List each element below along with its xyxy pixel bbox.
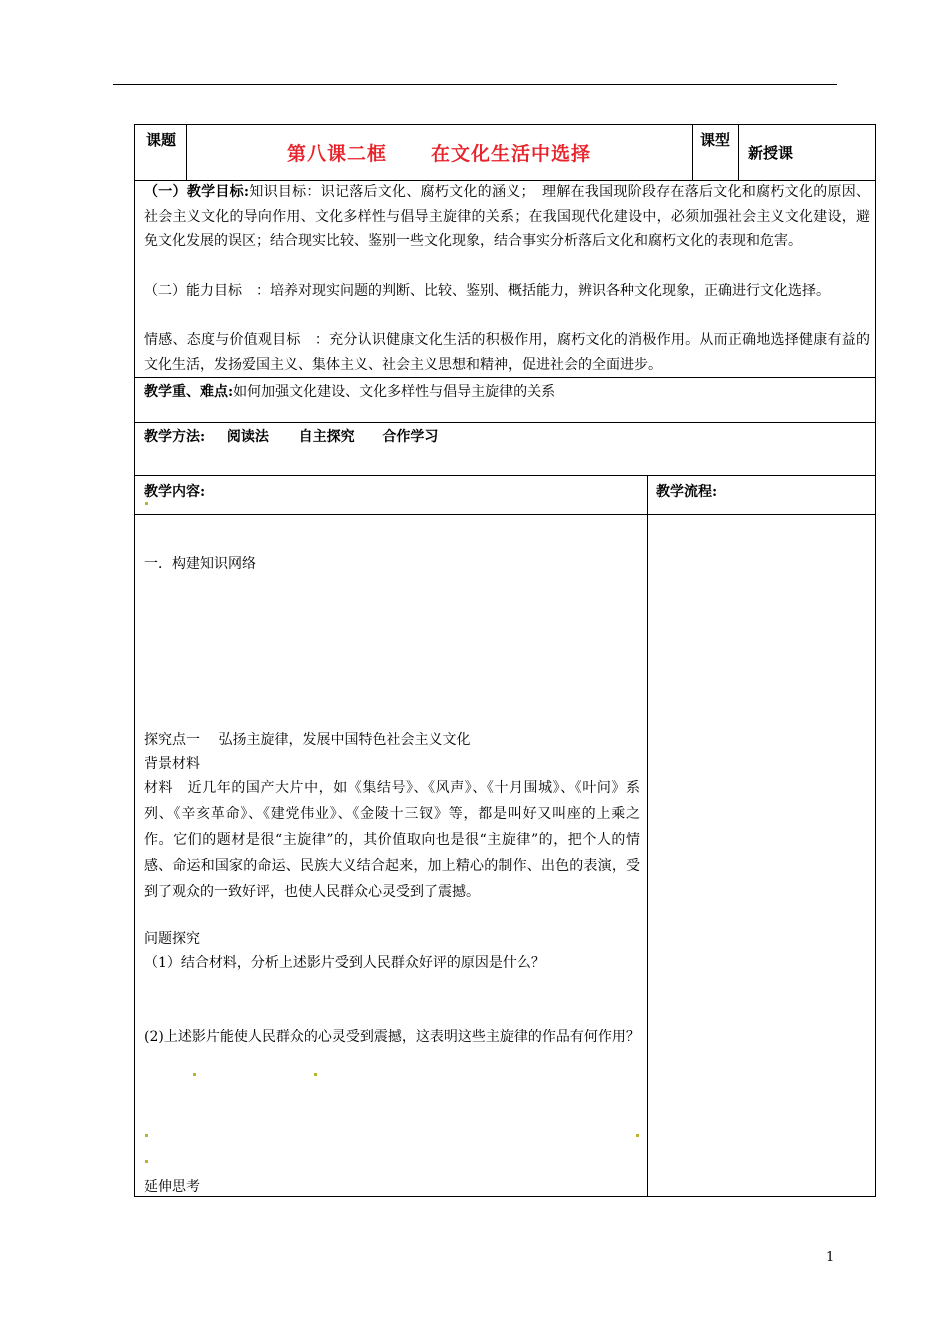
scan-speck — [145, 1160, 148, 1163]
objectives-emotion: 情感、态度与价值观目标 ：充分认识健康文化生活的积极作用，腐朽文化的消极作用。从而正确地选择健康有益的文化生活，发扬爱国主义、集体主义、社会主义思想和精神，促进社会的全面进步。 — [144, 332, 870, 373]
key-points-text: 如何加强文化建设、文化多样性与倡导主旋律的关系 — [233, 384, 556, 400]
question-2: (2)上述影片能使人民群众的心灵受到震撼，这表明这些主旋律的作品有何作用？ — [144, 1029, 640, 1045]
flow-heading: 教学流程: — [656, 484, 718, 500]
scan-speck — [193, 1073, 196, 1076]
method-item: 合作学习 — [382, 429, 439, 445]
page-number: 1 — [826, 1250, 835, 1265]
background-heading: 背景材料 — [144, 756, 200, 772]
methods-heading: 教学方法: — [144, 429, 206, 445]
method-item: 自主探究 — [298, 429, 355, 445]
lesson-title — [186, 124, 692, 180]
row-divider — [134, 514, 876, 515]
lesson-label: 课题 — [145, 131, 176, 149]
section-knowledge-network: 一．构建知识网络 — [144, 556, 256, 572]
lesson-title-part1: 第八课二框 — [286, 142, 387, 165]
inquiry-topic: 探究点一 弘扬主旋律，发展中国特色社会主义文化 — [144, 732, 471, 748]
question-heading: 问题探究 — [144, 931, 200, 947]
objectives-heading: （一）教学目标: — [144, 184, 250, 200]
scan-speck — [145, 1134, 148, 1137]
scan-speck — [145, 502, 148, 505]
content-heading: 教学内容: — [144, 484, 206, 500]
objectives-block — [144, 180, 870, 254]
objectives-ability: （二）能力目标 ：培养对现实问题的判断、比较、鉴别、概括能力，辨识各种文化现象，正确进行文化选择。 — [144, 283, 830, 299]
teaching-methods — [144, 426, 438, 446]
material-text: 材料 近几年的国产大片中，如《集结号》、《风声》、《十月围城》、《叶问》系列、《辛亥革命》、《建党伟业》、《金陵十三钗》等，都是叫好又叫座的上乘之作。它们的题材是很“主旋律”的，其价值取向也是很“主旋律”的，把个人的情感、命运和国家的命运、民族大义结合起来，加上精心的制作、出色的表演，受到了观众的一致好评，也使人民群众心灵受到了震撼。 — [144, 780, 640, 900]
scan-speck — [636, 1134, 639, 1137]
extension-heading: 延伸思考 — [144, 1179, 200, 1195]
key-points-heading: 教学重、难点: — [144, 384, 234, 400]
col-divider — [647, 475, 648, 1197]
key-points — [144, 381, 555, 401]
row-divider — [134, 422, 876, 423]
type-value: 新授课 — [748, 144, 794, 162]
scan-speck — [314, 1073, 317, 1076]
method-item: 阅读法 — [226, 429, 269, 445]
type-label: 课型 — [699, 131, 730, 149]
lesson-title-part2: 在文化生活中选择 — [431, 142, 592, 165]
question-1: （1）结合材料，分析上述影片受到人民群众好评的原因是什么？ — [144, 955, 545, 971]
row-divider — [134, 475, 876, 476]
objectives-knowledge: 知识目标：识记落后文化、腐朽文化的涵义； 理解在我国现阶段存在落后文化和腐朽文化的原因、社会主义文化的导向作用、文化多样性与倡导主旋律的关系；在我国现代化建设中，必须加强社会主义文化建设，避免文化发展的误区；结合现实比较、鉴别一些文化现象，结合事实分析落后文化和腐朽文化的表现和危害。 — [144, 184, 871, 250]
page-header-rule — [113, 84, 837, 85]
